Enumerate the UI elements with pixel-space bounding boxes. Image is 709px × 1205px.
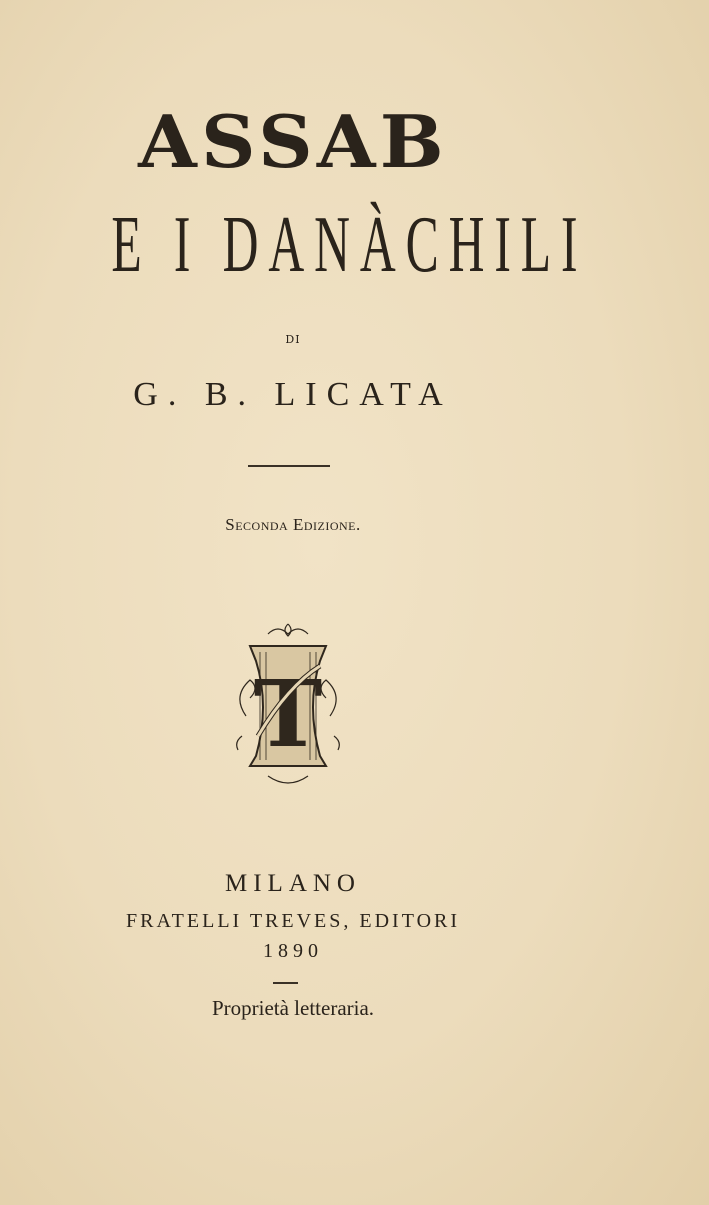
divider-rule xyxy=(248,465,330,467)
imprint-publisher: FRATELLI TREVES, EDITORI xyxy=(125,910,461,932)
rights-notice: Proprietà letteraria. xyxy=(211,996,375,1020)
byline: DI xyxy=(285,333,301,346)
edition-label: Seconda Edizione. xyxy=(225,515,361,534)
imprint-year: 1890 xyxy=(263,940,323,962)
author-name: G. B. LICATA xyxy=(133,376,453,413)
emblem-monogram: T xyxy=(253,660,323,768)
publisher-emblem-icon xyxy=(228,616,348,794)
short-rule xyxy=(273,982,298,984)
title-line-2: E I DANÀCHILI xyxy=(111,201,588,289)
title-line-1: ASSAB xyxy=(138,99,448,184)
imprint-city: MILANO xyxy=(225,870,361,897)
